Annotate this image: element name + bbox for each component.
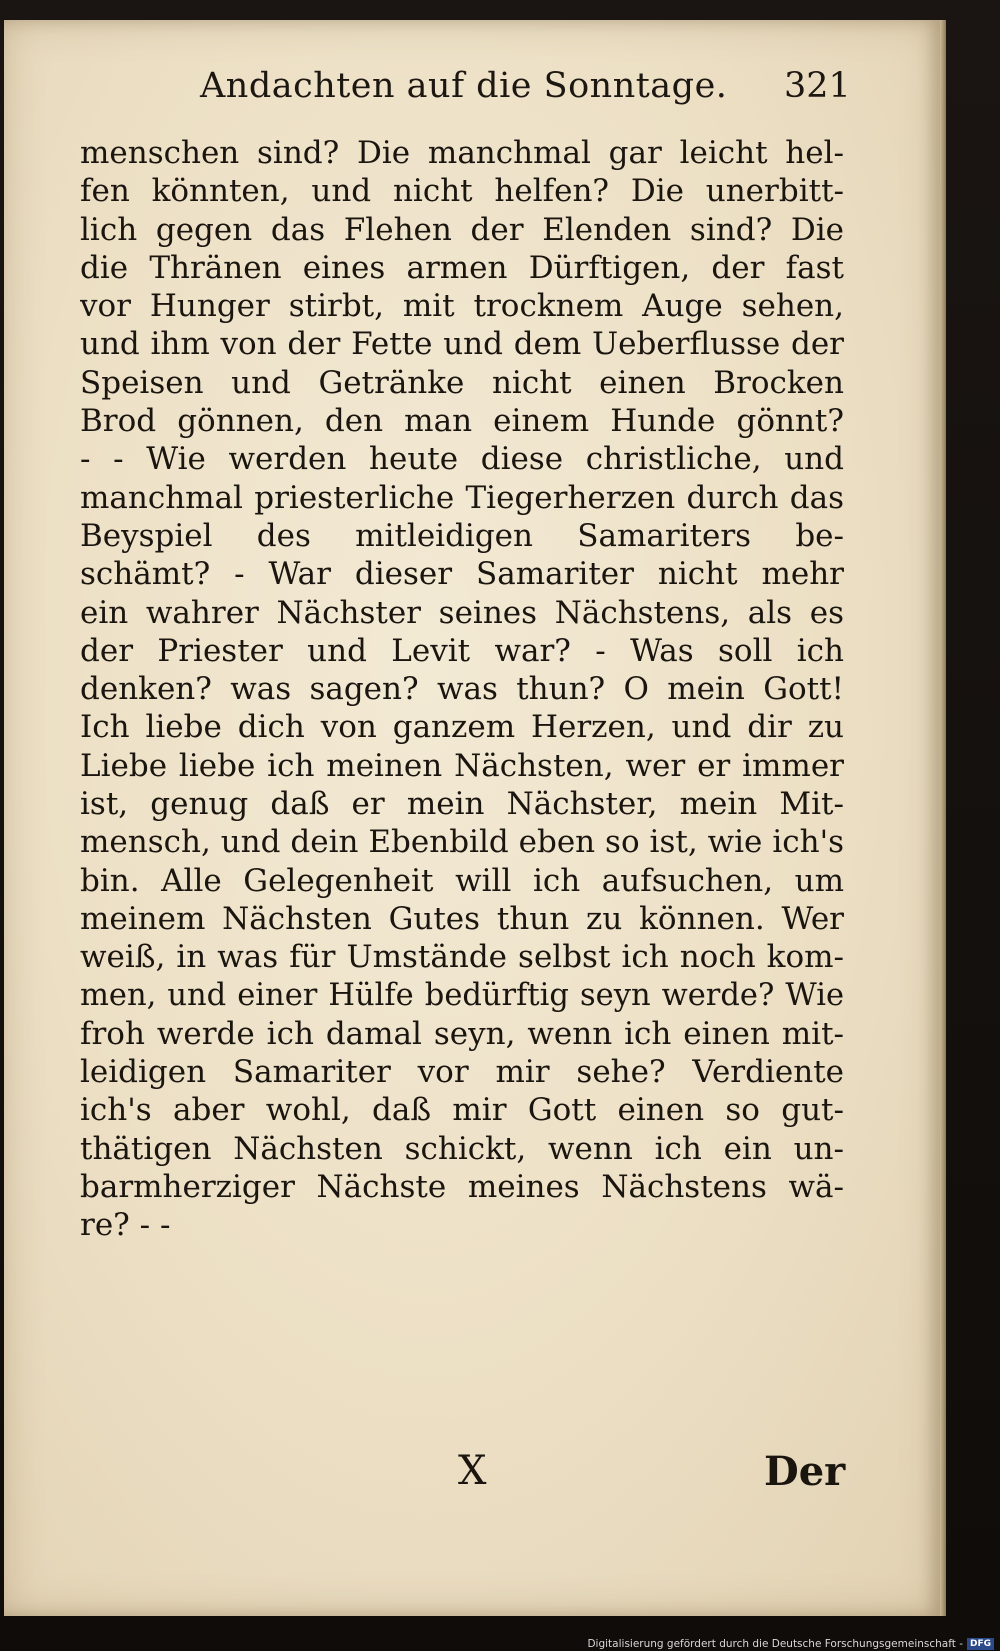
text-line: - - Wie werden heute diese christliche, und xyxy=(80,441,844,478)
page-edge xyxy=(940,20,946,1616)
text-line: froh werde ich damal seyn, wenn ich einen mit- xyxy=(80,1015,844,1052)
text-line: mensch, und dein Ebenbild eben so ist, wie ich's xyxy=(80,824,844,861)
text-line: denken? was sagen? was thun? O mein Gott! xyxy=(80,671,844,708)
text-line: meinem Nächsten Gutes thun zu können. Wer xyxy=(80,900,844,937)
text-line: re? - - xyxy=(80,1207,171,1244)
text-line: thätigen Nächsten schickt, wenn ich ein un- xyxy=(80,1130,844,1167)
text-line: weiß, in was für Umstände selbst ich noch kom- xyxy=(80,939,844,976)
catchword: Der xyxy=(764,1448,846,1495)
text-line: ein wahrer Nächster seines Nächstens, als es xyxy=(80,594,844,631)
text-line: barmherziger Nächste meines Nächstens wä- xyxy=(80,1169,844,1206)
funding-notice: Digitalisierung gefördert durch die Deutsche Forschungsgemeinschaft - xyxy=(587,1637,963,1650)
text-line: bin. Alle Gelegenheit will ich aufsuchen, um xyxy=(80,862,844,899)
text-line: die Thränen eines armen Dürftigen, der fast xyxy=(80,249,844,286)
text-line: men, und einer Hülfe bedürftig seyn werde? Wie xyxy=(80,977,844,1013)
signature-mark: X xyxy=(458,1448,487,1494)
text-line: menschen sind? Die manchmal gar leicht hel- xyxy=(80,135,844,171)
text-line: der Priester und Levit war? - Was soll ich xyxy=(80,632,844,669)
text-line: lich gegen das Flehen der Elenden sind? Die xyxy=(80,211,844,248)
text-line: Beyspiel des mitleidigen Samariters be- xyxy=(80,517,844,554)
text-line: ist, genug daß er mein Nächster, mein Mit- xyxy=(80,786,844,823)
text-line: Ich liebe dich von ganzem Herzen, und dir zu xyxy=(80,709,844,746)
text-line: ich's aber wohl, daß mir Gott einen so gut- xyxy=(80,1092,844,1129)
running-head: Andachten auf die Sonntage. xyxy=(200,66,728,106)
funding-footer xyxy=(587,1636,994,1651)
text-line: Liebe liebe ich meinen Nächsten, wer er immer xyxy=(80,747,844,784)
text-line: vor Hunger stirbt, mit trocknem Auge sehen, xyxy=(80,288,844,325)
text-line: leidigen Samariter vor mir sehe? Verdiente xyxy=(80,1054,844,1091)
text-line: schämt? - War dieser Samariter nicht mehr xyxy=(80,556,844,593)
text-line: Brod gönnen, den man einem Hunde gönnt? xyxy=(80,403,844,440)
dfg-logo-icon: DFG xyxy=(967,1638,994,1650)
text-line: Speisen und Getränke nicht einen Brocken xyxy=(80,364,844,401)
text-line: manchmal priesterliche Tiegerherzen durch das xyxy=(80,479,844,516)
text-line: fen könnten, und nicht helfen? Die unerbitt- xyxy=(80,173,844,210)
text-line: und ihm von der Fette und dem Ueberflusse der xyxy=(80,326,844,363)
body-text xyxy=(80,134,844,1245)
page-number: 321 xyxy=(784,66,851,106)
